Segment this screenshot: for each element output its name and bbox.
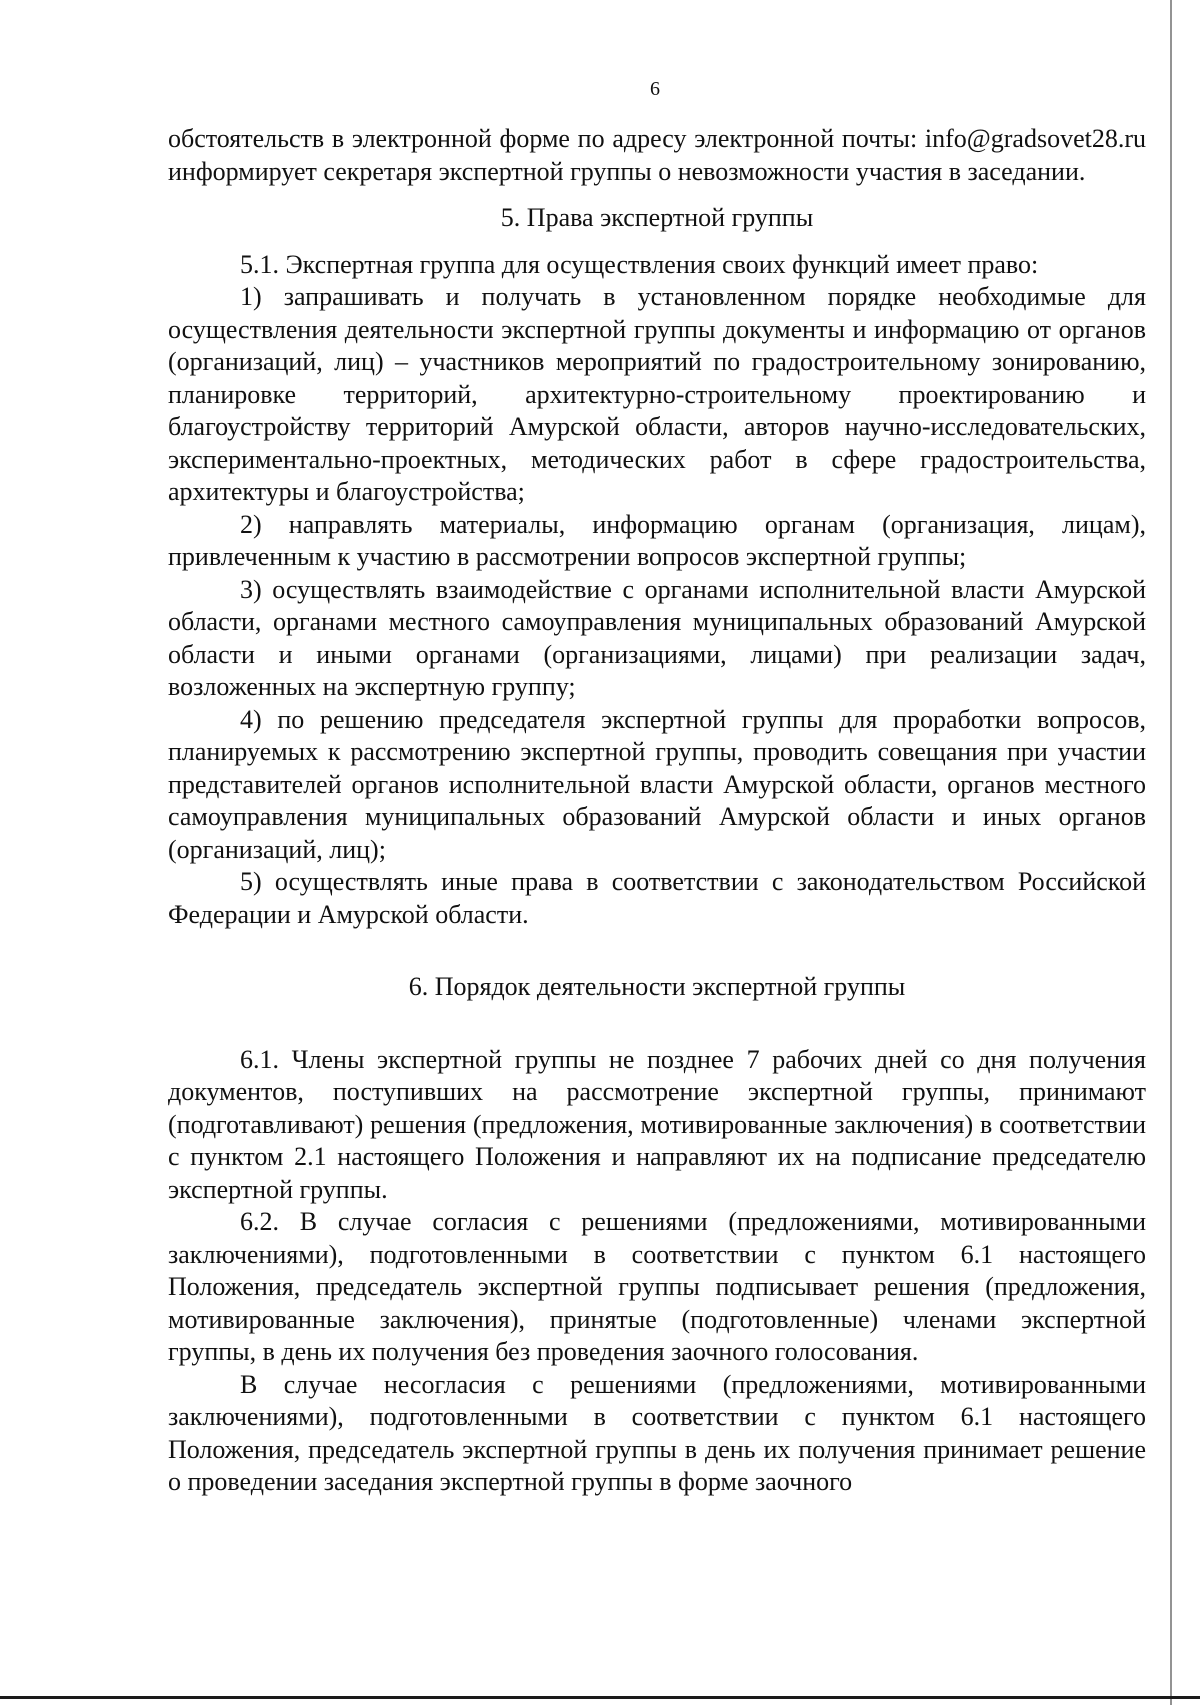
scan-edge-right [1170,0,1172,1705]
section6-paragraph-2: 6.2. В случае согласия с решениями (предложениями, мотивированными заключениями), подготовленными в соответствии с пунктом 6.1 настоящего Положения, председатель экспертной группы подписывает решения (предложения, мотивированные заключения), принятые (подготовленные) членами экспертной группы, в день их получения без проведения заочного голосования. [168,1207,1146,1366]
section5-item-2: 2) направлять материалы, информацию органам (организация, лицам), привлеченным к участию в рассмотрении вопросов экспертной группы; [168,509,1146,571]
section5-item-4: 4) по решению председателя экспертной группы для проработки вопросов, планируемых к рассмотрению экспертной группы, проводить совещания при участии представителей органов исполнительной власти Амурской области, органов местного самоуправления муниципальных образований Амурской области и иных органов (организаций, лиц); [168,704,1146,864]
paragraph-continuation: обстоятельств в электронной форме по адресу электронной почты: info@gradsovet28.ru информирует секретаря экспертной группы о невозможности участия в заседании. [168,124,1146,186]
section5-intro: 5.1. Экспертная группа для осуществления своих функций имеет право: [240,249,1039,279]
section-heading-6: 6. Порядок деятельности экспертной группы [408,972,906,1001]
document-body [168,123,1146,1499]
section5-item-3: 3) осуществлять взаимодействие с органами исполнительной власти Амурской области, органами местного самоуправления муниципальных образований Амурской области и иными органами (организациями, лицами) при реализации задач, возложенных на экспертную группу; [168,574,1146,701]
section6-paragraph-3: В случае несогласия с решениями (предложениями, мотивированными заключениями), подготовленными в соответствии с пунктом 6.1 настоящего Положения, председатель экспертной группы в день их получения принимает решение о проведении заседания экспертной группы в форме заочного [168,1369,1146,1496]
section5-item-1: 1) запрашивать и получать в установленном порядке необходимые для осуществления деятельности экспертной группы документы и информацию от органов (организаций, лиц) – участников мероприятий по градостроительному зонированию, планировке территорий, архитектурно-строительному проектированию и благоустройству территорий Амурской области, авторов научно-исследовательских, экспериментально-проектных, методических работ в сфере градостроительства, архитектуры и благоустройства; [168,282,1146,506]
section-heading-5: 5. Права экспертной группы [500,203,814,232]
section6-paragraph-1: 6.1. Члены экспертной группы не позднее 7 рабочих дней со дня получения документов, поступивших на рассмотрение экспертной группы, принимают (подготавливают) решения (предложения, мотивированные заключения) в соответствии с пунктом 2.1 настоящего Положения и направляют их на подписание председателю экспертной группы. [168,1044,1146,1204]
page-number: 6 [650,78,660,100]
scan-edge-bottom [0,1696,1200,1699]
section5-item-5: 5) осуществлять иные права в соответствии с законодательством Российской Федерации и Амурской области. [168,867,1146,929]
